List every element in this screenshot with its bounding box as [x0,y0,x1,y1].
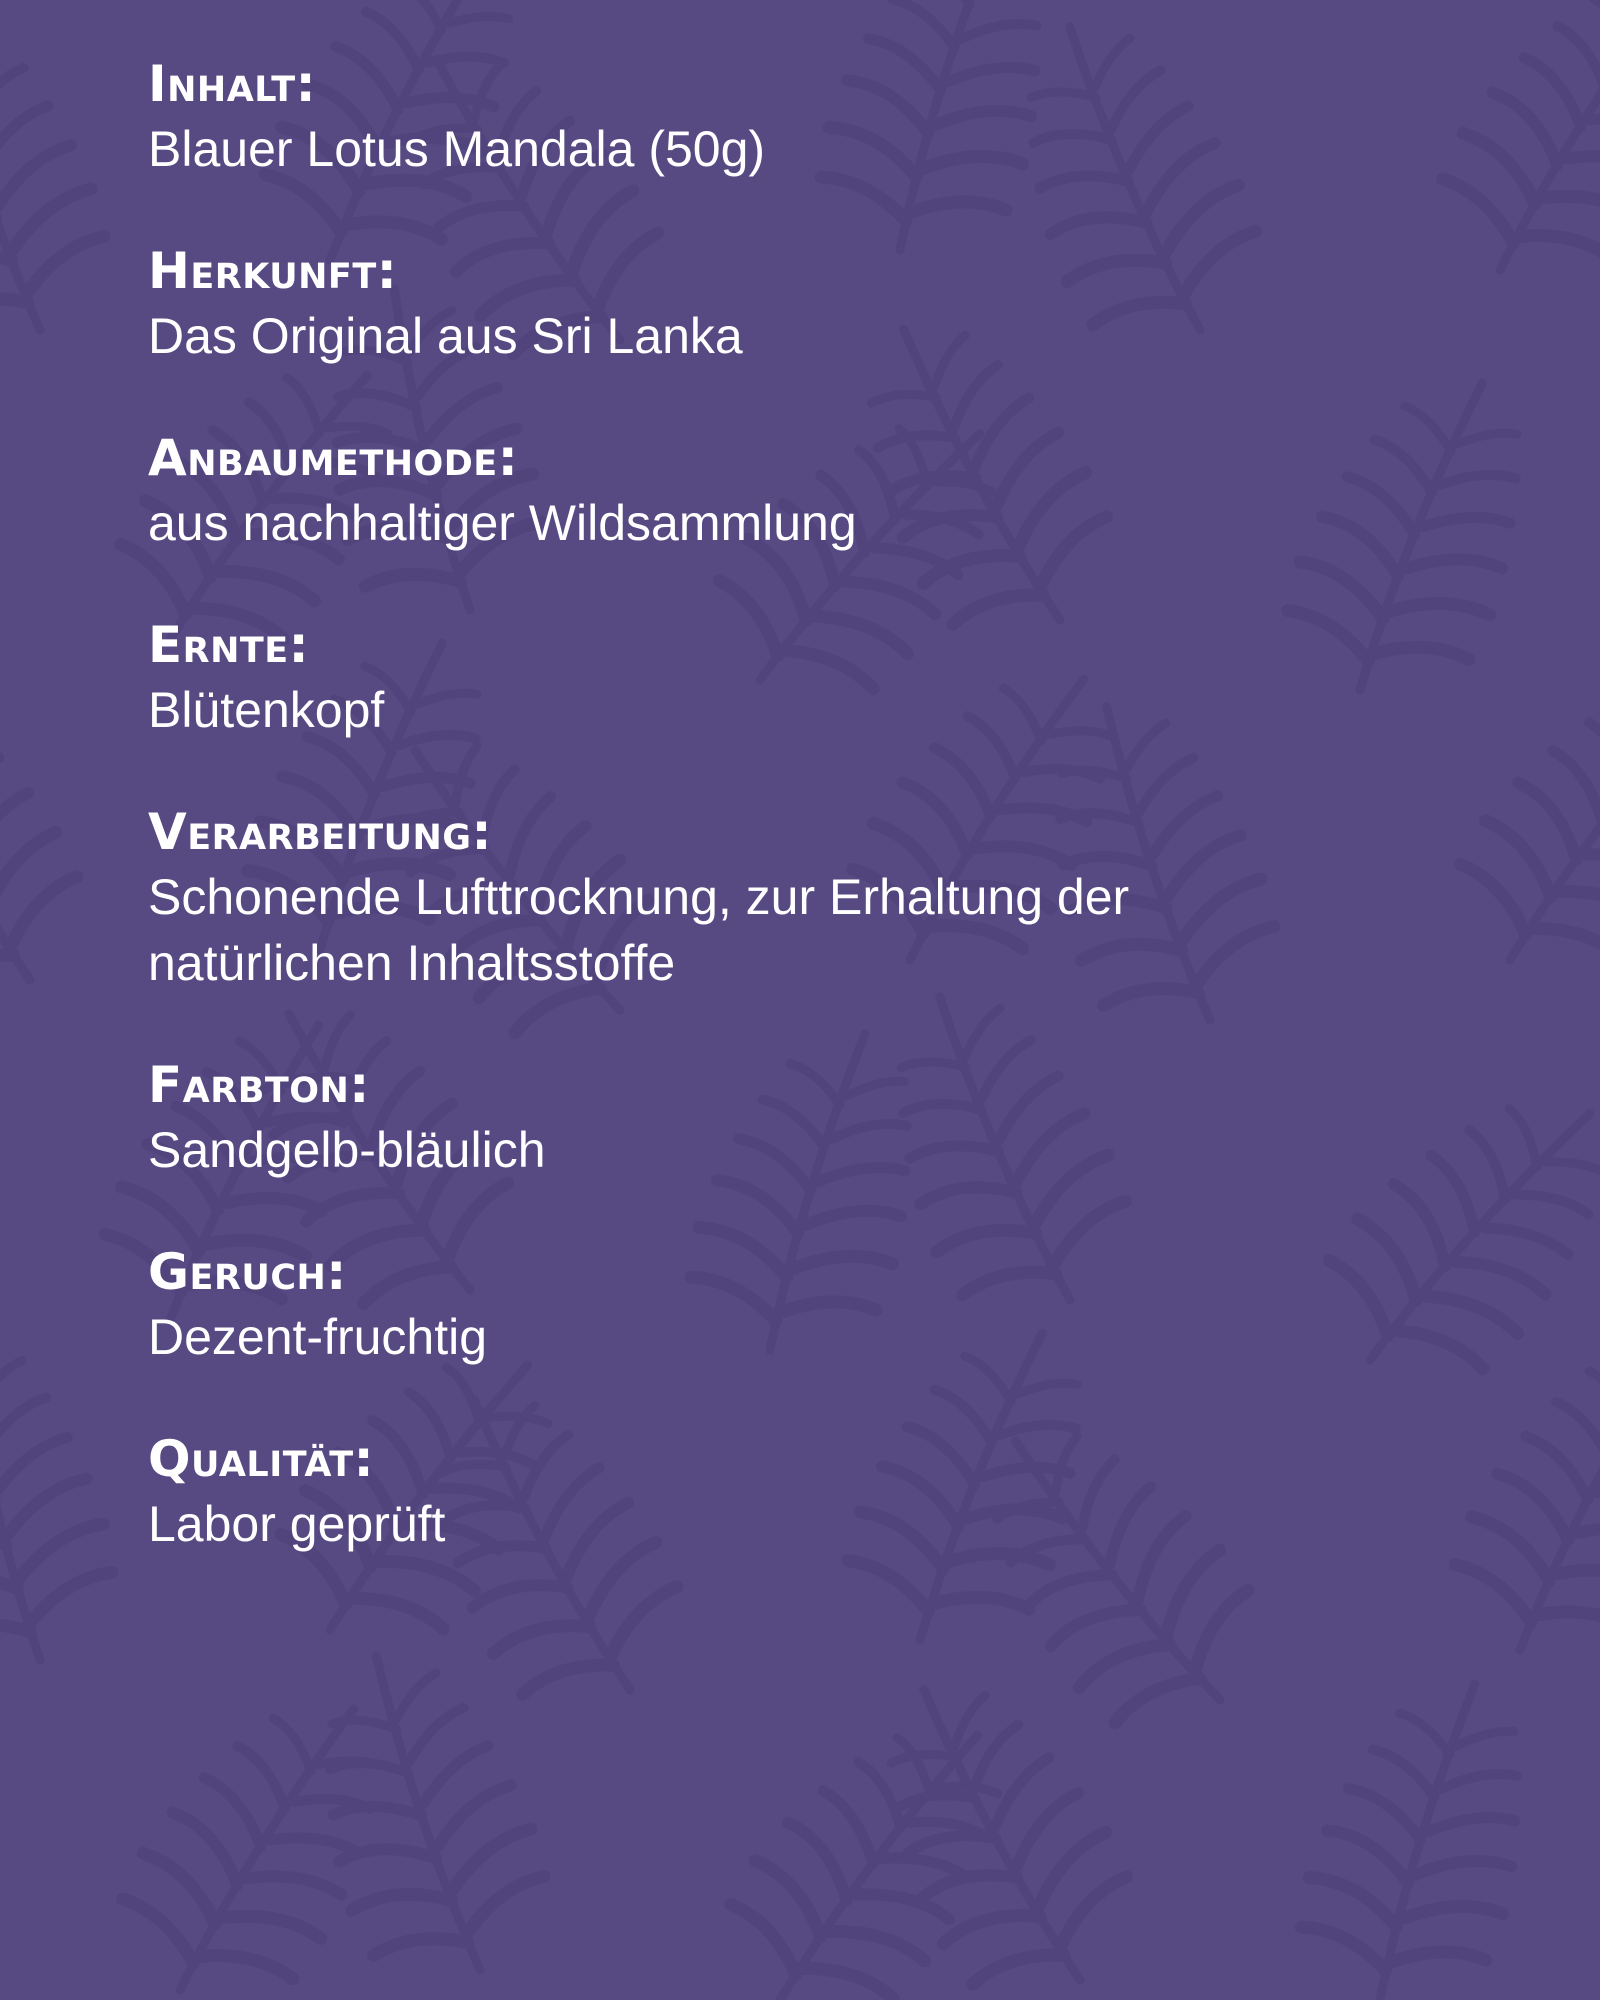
section-value: Dezent-fruchtig [148,1309,488,1365]
section-label: Qualität: [148,1430,375,1488]
info-section-anbaumethode [148,426,1448,556]
info-section-ernte [148,613,1448,743]
section-value: Blauer Lotus Mandala (50g) [148,121,766,177]
info-section-verarbeitung [148,800,1448,996]
section-label: Inhalt: [148,55,317,113]
section-label: Herkunft: [148,242,398,300]
info-section-geruch [148,1240,1448,1370]
section-value: Sandgelb-bläulich [148,1122,546,1178]
section-value: aus nachhaltiger Wildsammlung [148,495,857,551]
section-value: Schonende Lufttrocknung, zur Erhaltung der natürlichen Inhaltsstoffe [148,869,1130,991]
info-section-qualitaet [148,1427,1448,1557]
info-section-farbton [148,1053,1448,1183]
section-value: Das Original aus Sri Lanka [148,308,743,364]
product-info-list [148,52,1448,1614]
section-value: Blütenkopf [148,682,385,738]
section-label: Anbaumethode: [148,429,519,487]
section-label: Verarbeitung: [148,803,493,861]
section-label: Ernte: [148,616,310,674]
section-label: Geruch: [148,1243,347,1301]
info-section-inhalt [148,52,1448,182]
section-label: Farbton: [148,1056,370,1114]
section-value: Labor geprüft [148,1496,446,1552]
info-section-herkunft [148,239,1448,369]
